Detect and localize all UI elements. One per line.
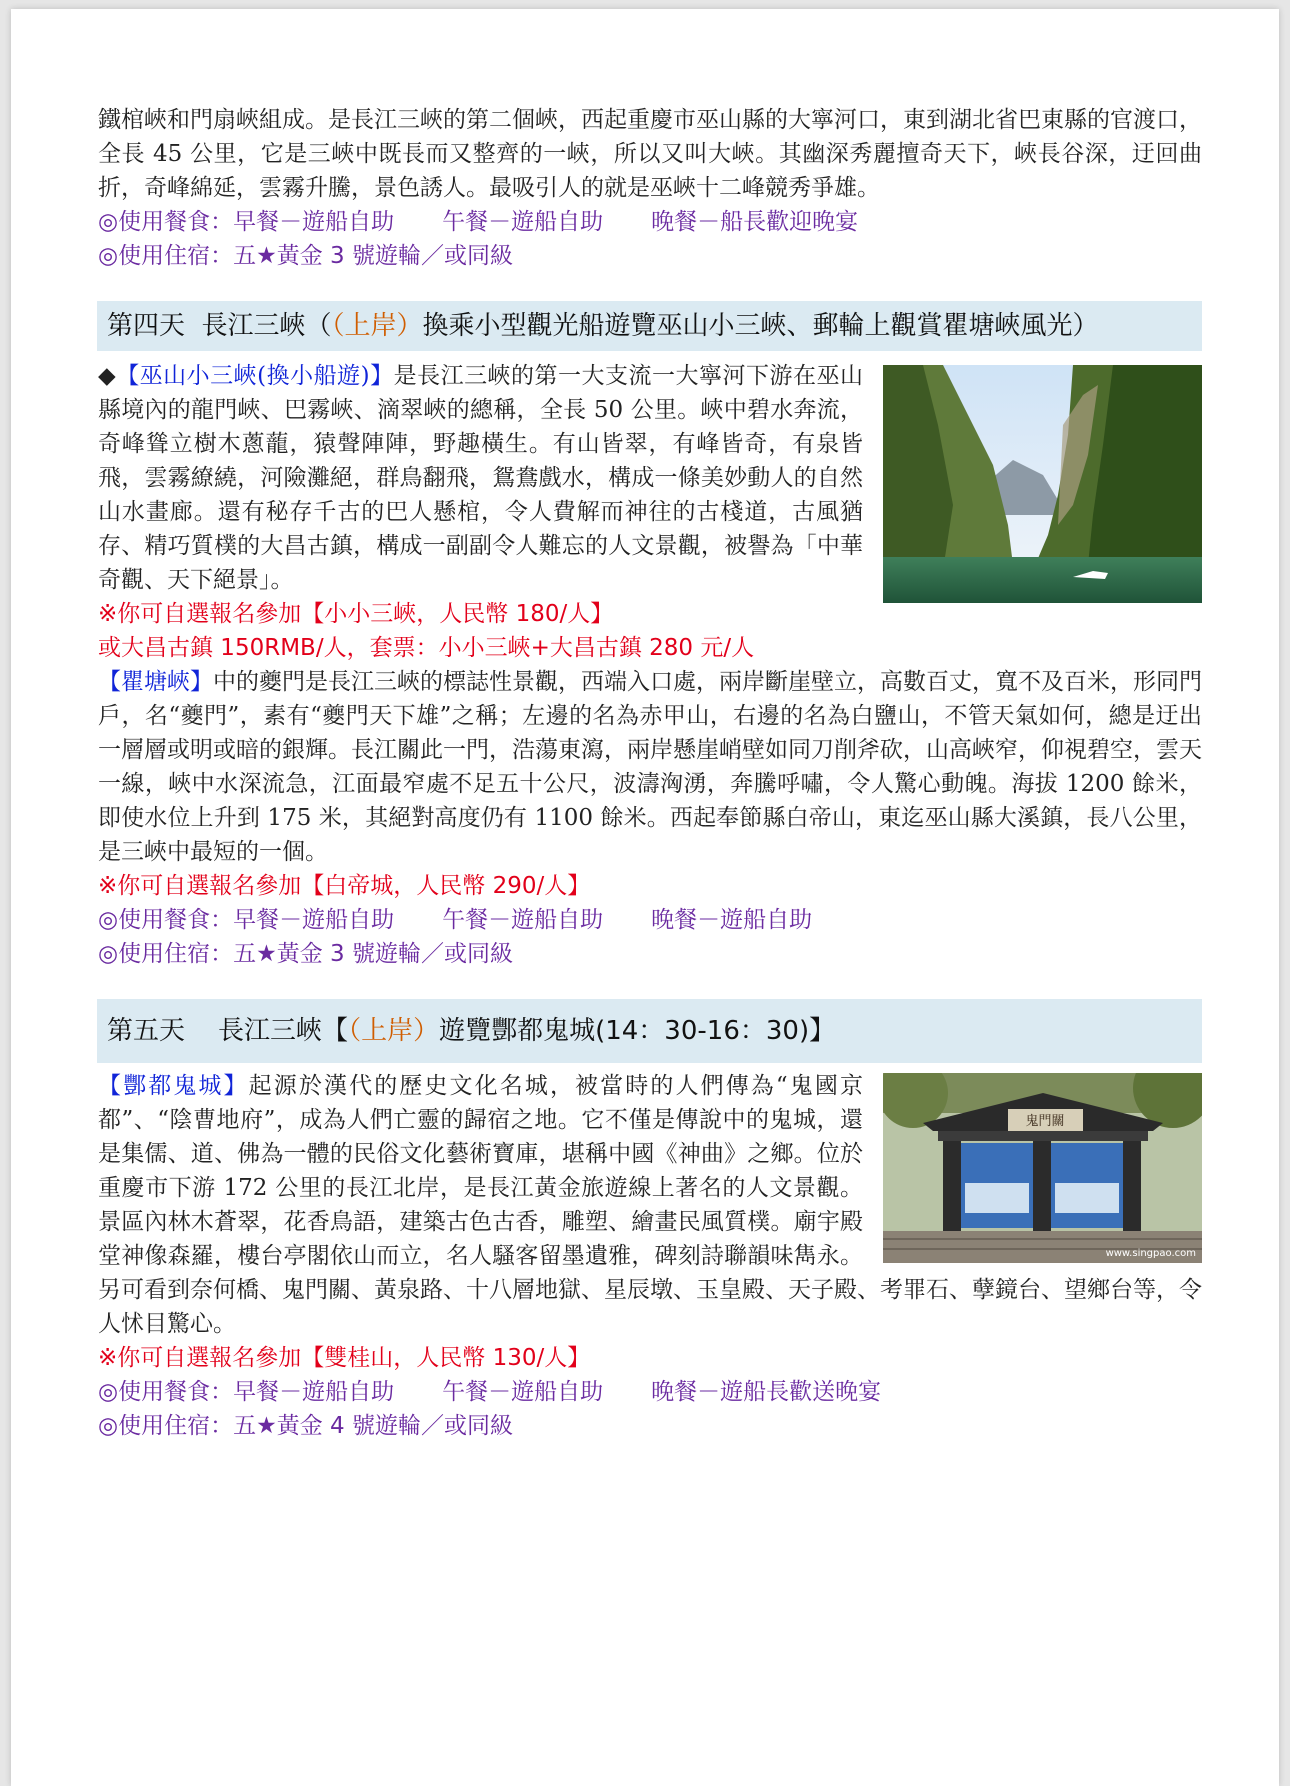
day4-ashore-label: （上岸） [331,311,423,341]
day5-meals [98,1375,1202,1409]
day4-meals [98,903,1202,937]
little-gorges-tag: 【巫山小三峽(換小船遊)】 [116,363,394,389]
day3-meals [98,205,1202,239]
dinner-label: 晚餐－遊船自助 [651,907,813,933]
fengdu-text: 起源於漢代的歷史文化名城，被當時的人們傳為“鬼國京都”、“陰曹地府”，成為人們亡靈的歸宿之地。它不僅是傳說中的鬼城，還是集儒、道、佛為一體的民俗文化藝術寶庫，堪稱中國《神曲》之鄉。位於重慶市下游 172 公里的長江北岸，是長江黃金旅遊線上著名的人文景觀。景區內林木蒼翠，花香鳥語，建築古色古香，雕塑、繪畫民風質樸。廟宇殿堂神像森羅，樓台亭閣依山而立，名人騷客留墨遺雅，碑刻詩聯韻味雋永。另可看到奈何橋、鬼門關、黃泉路、十八層地獄、星辰墩、玉皇殿、天子殿、考罪石、孽鏡台、望鄉台等，令人怵目驚心。 [98,1073,1202,1337]
day5-ashore-label: （上岸） [348,1016,440,1046]
qutang-gorge-paragraph [98,665,1202,869]
photo-watermark: www.singpao.com [1105,1248,1196,1259]
gorge-landscape-image [883,365,1202,603]
breakfast-label: ◎使用餐食：早餐－遊船自助 [98,209,395,235]
document-page [11,9,1279,1786]
day5-header: 第五天 長江三峽【（上岸）遊覽酆都鬼城(14：30-16：30)】 [97,999,1202,1063]
lunch-label: 午餐－遊船自助 [442,907,604,933]
bullet-diamond: ◆ [98,363,117,389]
day4-header: 第四天 長江三峽（（上岸）換乘小型觀光船遊覽巫山小三峽、郵輪上觀賞瞿塘峽風光） [97,301,1202,351]
optional-little-gorges: ※你可自選報名參加【小小三峽，人民幣 180/人】 [98,601,614,627]
breakfast-label: ◎使用餐食：早餐－遊船自助 [98,1379,395,1405]
day4-section-little-gorges [98,359,1202,665]
ghost-gate-image [883,1073,1202,1263]
qutang-gorge-tag: 【瞿塘峽】 [98,669,213,695]
breakfast-label: ◎使用餐食：早餐－遊船自助 [98,907,395,933]
qutang-gorge-text: 中的夔門是長江三峽的標誌性景觀，西端入口處，兩岸斷崖壁立，高數百丈，寬不及百米，形同門戶，名“夔門”，素有“夔門天下雄”之稱；左邊的名為赤甲山，右邊的名為白鹽山，不管天氣如何，總是迂出一層層或明或暗的銀輝。長江關此一門，浩蕩東瀉，兩岸懸崖峭壁如同刀削斧砍，山高峽窄，仰視碧空，雲天一線，峽中水深流急，江面最窄處不足五十公尺，波濤洶湧，奔騰呼嘯，令人驚心動魄。海拔 1200 餘米，即使水位上升到 175 米，其絕對高度仍有 1100 餘米。西起奉節縣白帝山，東迄巫山縣大溪鎮，長八公里，是三峽中最短的一個。 [98,669,1202,865]
optional-dachang-town: 或大昌古鎮 150RMB/人，套票：小小三峽+大昌古鎮 280 元/人 [98,635,755,661]
day3-accommodation: ◎使用住宿：五★黃金 3 號遊輪／或同級 [98,243,513,269]
lunch-label: 午餐－遊船自助 [442,209,604,235]
little-gorges-text: 是長江三峽的第一大支流一大寧河下游在巫山縣境內的龍門峽、巴霧峽、滴翠峽的總稱，全長 50 公里。峽中碧水奔流，奇峰聳立樹木蔥蘢，猿聲陣陣，野趣橫生。有山皆翠，有峰皆奇，有泉皆飛，雲霧繚繞，河險灘絕，群鳥翻飛，鴛鴦戲水，構成一條美妙動人的自然山水畫廊。還有秘存千古的巴人懸棺，令人費解而神往的古棧道，古風猶存、精巧質樸的大昌古鎮，構成一副副令人難忘的人文景觀，被譽為「中華奇觀、天下絕景」。 [98,363,863,593]
optional-shuanggui-mountain: ※你可自選報名參加【雙桂山，人民幣 130/人】 [98,1345,591,1371]
day4-accommodation: ◎使用住宿：五★黃金 3 號遊輪／或同級 [98,941,513,967]
dinner-label: 晚餐－船長歡迎晚宴 [651,209,859,235]
optional-baidi-city: ※你可自選報名參加【白帝城，人民幣 290/人】 [98,873,591,899]
lunch-label: 午餐－遊船自助 [442,1379,604,1405]
gate-plaque-text: 鬼門關 [1025,1114,1065,1129]
dinner-label: 晚餐－遊船長歡送晚宴 [651,1379,882,1405]
fengdu-tag: 【酆都鬼城】 [98,1073,249,1099]
fengdu-gate-photo [883,1073,1202,1263]
page-content [98,103,1202,1443]
day5-accommodation: ◎使用住宿：五★黃金 4 號遊輪／或同級 [98,1413,513,1439]
little-three-gorges-photo [883,365,1202,603]
wu-gorge-paragraph: 鐵棺峽和門扇峽組成。是長江三峽的第二個峽，西起重慶市巫山縣的大寧河口，東到湖北省巴東縣的官渡口，全長 45 公里，它是三峽中既長而又整齊的一峽，所以又叫大峽。其幽深秀麗擅奇天下，峽長谷深，迂回曲折，奇峰綿延，雲霧升騰，景色誘人。最吸引人的就是巫峽十二峰競秀爭雄。 [98,107,1202,201]
day5-section-fengdu [98,1069,1202,1375]
